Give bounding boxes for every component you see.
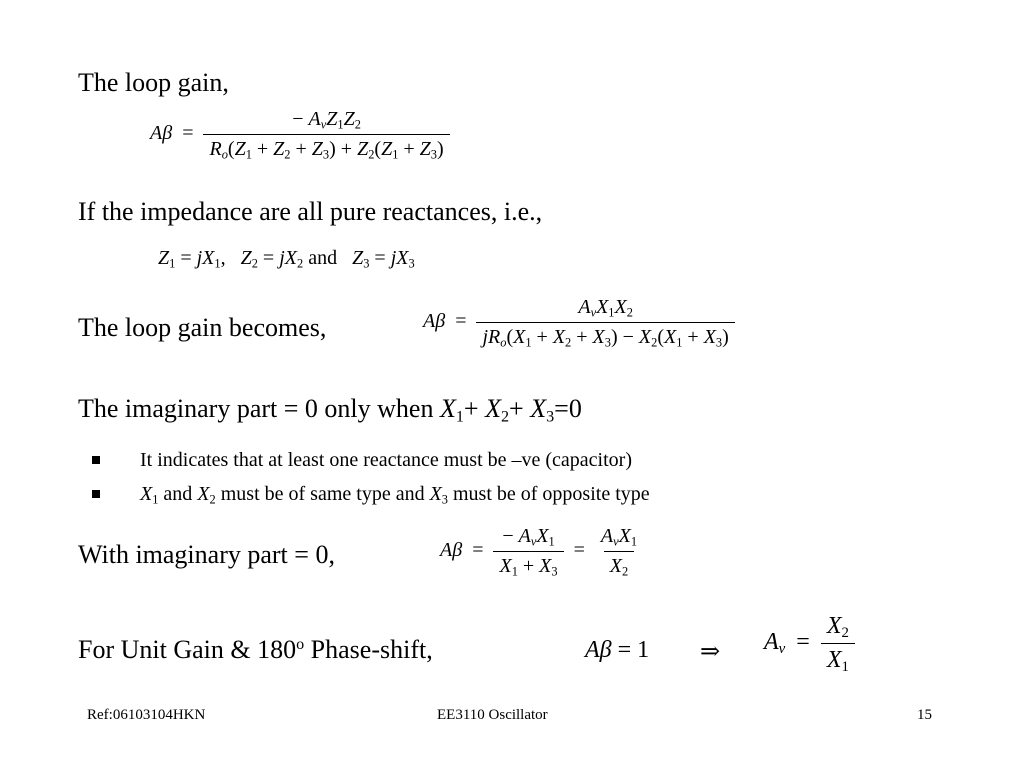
required-gain-equation: $A_v$ = $\frac{X_2}{X_1}$ (764, 613, 855, 674)
bullet-square-icon (92, 456, 100, 464)
bullet-text-tail: must be of opposite type (453, 483, 650, 505)
loop-gain-equation: Aβ = $\frac{- A_vZ_1Z_2}{R_o(Z_1 + Z_2 + Z_3) + Z_2(Z_1 + Z_3)}$ (150, 108, 450, 161)
reactance-definitions-equation: $Z_1 = jX_1$, $Z_2 = jX_2$ and $Z_3 = jX_3$ (158, 247, 415, 271)
phase-shift-text: Phase-shift, (304, 635, 433, 664)
pure-reactance-statement: If the impedance are all pure reactances, i.e., (78, 197, 543, 226)
loop-gain-becomes-label: The loop gain becomes, (78, 313, 327, 342)
unit-gain-condition (78, 635, 433, 665)
loop-gain-label: The loop gain, (78, 68, 229, 97)
bullet-text: It indicates that at least one reactance must be –ve (capacitor) (140, 449, 632, 471)
imaginary-part-text: The imaginary part = 0 only when (78, 394, 434, 423)
footer-reference: Ref:06103104HKN (87, 707, 206, 723)
footer-page-number: 15 (917, 707, 932, 723)
bullet-and: and (163, 483, 193, 505)
and-word: and (308, 247, 338, 269)
degree-superscript: o (296, 636, 305, 654)
imaginary-zero-label: With imaginary part = 0, (78, 540, 335, 569)
bullet-text: must be of same type and (220, 483, 425, 505)
bullet-square-icon (92, 490, 100, 498)
unit-gain-equation: Aβ = 1 (585, 637, 650, 663)
unit-gain-text: For Unit Gain & 180 (78, 635, 297, 664)
imaginary-part-condition: The imaginary part = 0 only when $X_1+ X_2+ X_3=0$ (78, 394, 582, 426)
list-item (92, 443, 650, 477)
zero-imaginary-gain-equation: Aβ = $\frac{- A_vX_1}{X_1 + X_3}$ = $\frac{A_vX_1}{X_2}$ (440, 525, 638, 579)
bullet-list (92, 443, 650, 511)
footer-course-title: EE3110 Oscillator (437, 707, 548, 723)
reactive-loop-gain-equation: Aβ = $\frac{A_vX_1X_2}{jR_o(X_1 + X_2 + X_3) - X_2(X_1 + X_3)}$ (423, 296, 735, 349)
implies-arrow-icon: ⇒ (700, 639, 721, 665)
list-item: $X_1$ and $X_2$ must be of same type and $X_3$ must be of opposite type (92, 477, 650, 511)
